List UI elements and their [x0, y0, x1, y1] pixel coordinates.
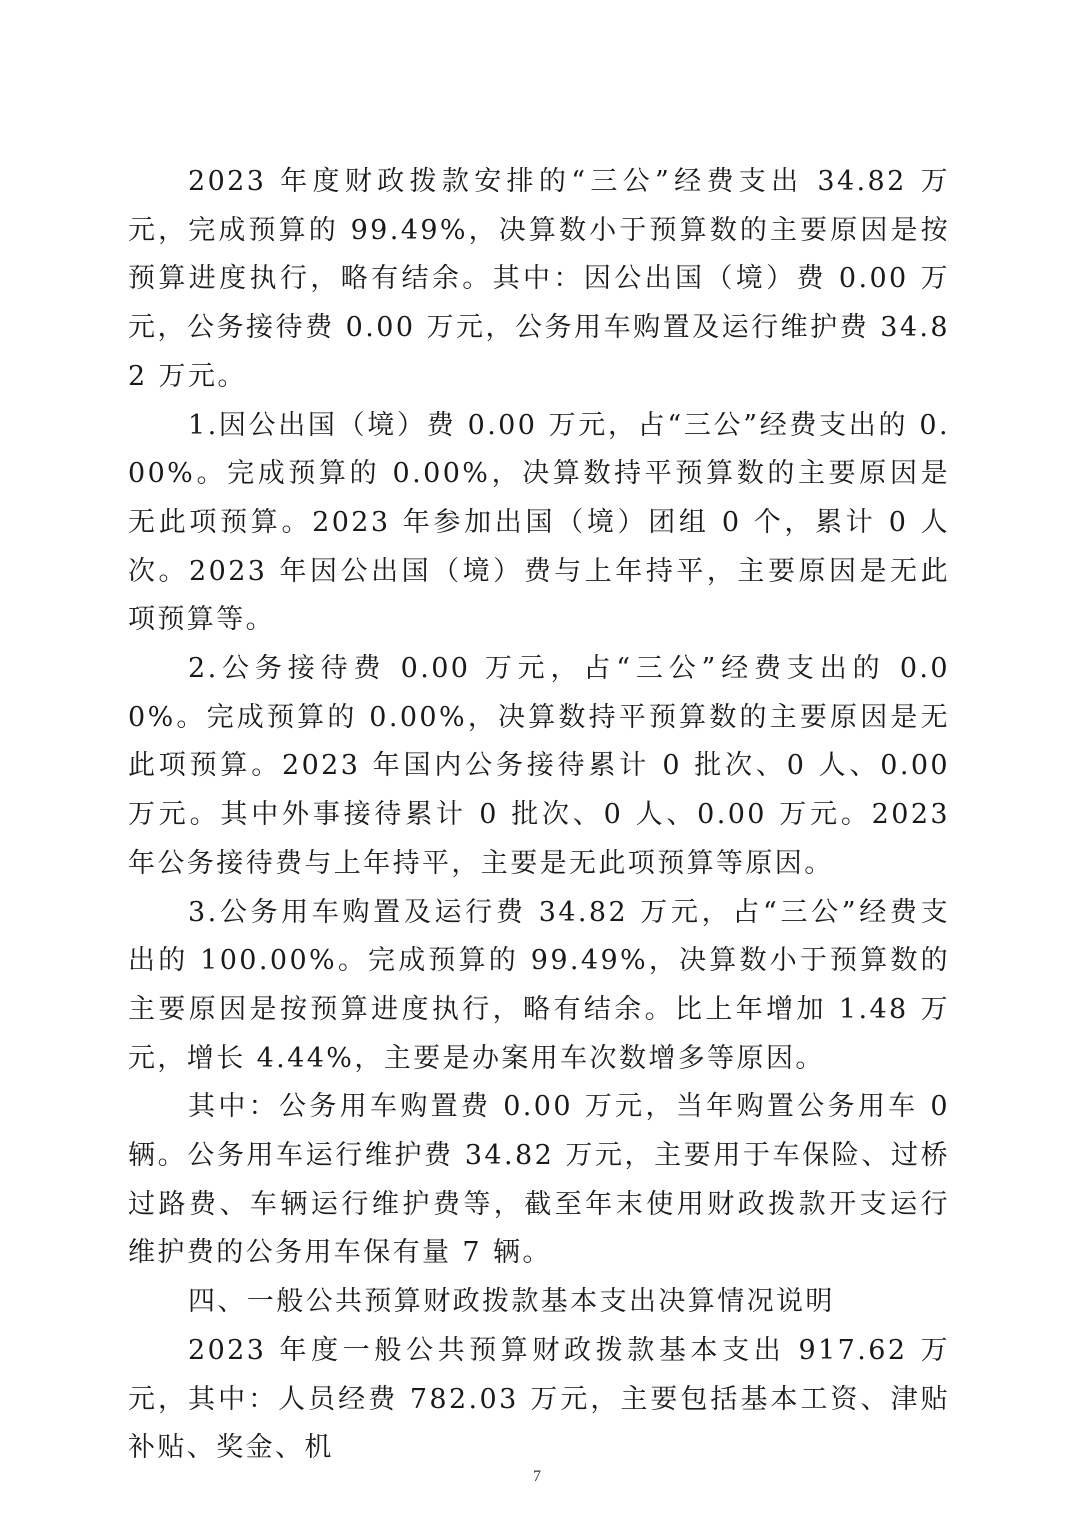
paragraph-vehicle-purchase-and-maintenance: 其中：公务用车购置费 0.00 万元，当年购置公务用车 0 辆。公务用车运行维护费 34.82 万元，主要用于车保险、过桥过路费、车辆运行维护费等，截至年末使用财政拨款开支运行维护费的公务用车保有量 7 辆。: [128, 1091, 950, 1269]
document-body: [128, 158, 950, 1473]
page-number: 7: [533, 1468, 541, 1485]
paragraph-official-reception-expenses: 2.公务接待费 0.00 万元，占“三公”经费支出的 0.00%。完成预算的 0.00%，决算数持平预算数的主要原因是无此项预算。2023 年国内公务接待累计 0 批次、0 人、0.00 万元。其中外事接待累计 0 批次、0 人、0.00 万元。2023 年公务接待费与上年持平，主要是无此项预算等原因。: [128, 653, 950, 879]
section-heading: 四、一般公共预算财政拨款基本支出决算情况说明: [188, 1286, 835, 1318]
paragraph-overseas-travel-expenses: 1.因公出国（境）费 0.00 万元，占“三公”经费支出的 0.00%。完成预算的 0.00%，决算数持平预算数的主要原因是无此项预算。2023 年参加出国（境）团组 0 个，累计 0 人次。2023 年因公出国（境）费与上年持平，主要原因是无此项预算等。: [128, 409, 950, 636]
paragraph-basic-expenditure: 2023 年度一般公共预算财政拨款基本支出 917.62 万元，其中：人员经费 782.03 万元，主要包括基本工资、津贴补贴、奖金、机: [128, 1334, 950, 1464]
paragraph-three-public-expenses-summary: 2023 年度财政拨款安排的“三公”经费支出 34.82 万元，完成预算的 99.49%，决算数小于预算数的主要原因是按预算进度执行，略有结余。其中：因公出国（境）费 0.00 万元，公务接待费 0.00 万元，公务用车购置及运行维护费 34.82 万元。: [128, 166, 950, 392]
paragraph-official-vehicle-expenses: 3.公务用车购置及运行费 34.82 万元，占“三公”经费支出的 100.00%。完成预算的 99.49%，决算数小于预算数的主要原因是按预算进度执行，略有结余。比上年增加 1.48 万元，增长 4.44%，主要是办案用车次数增多等原因。: [128, 896, 950, 1074]
